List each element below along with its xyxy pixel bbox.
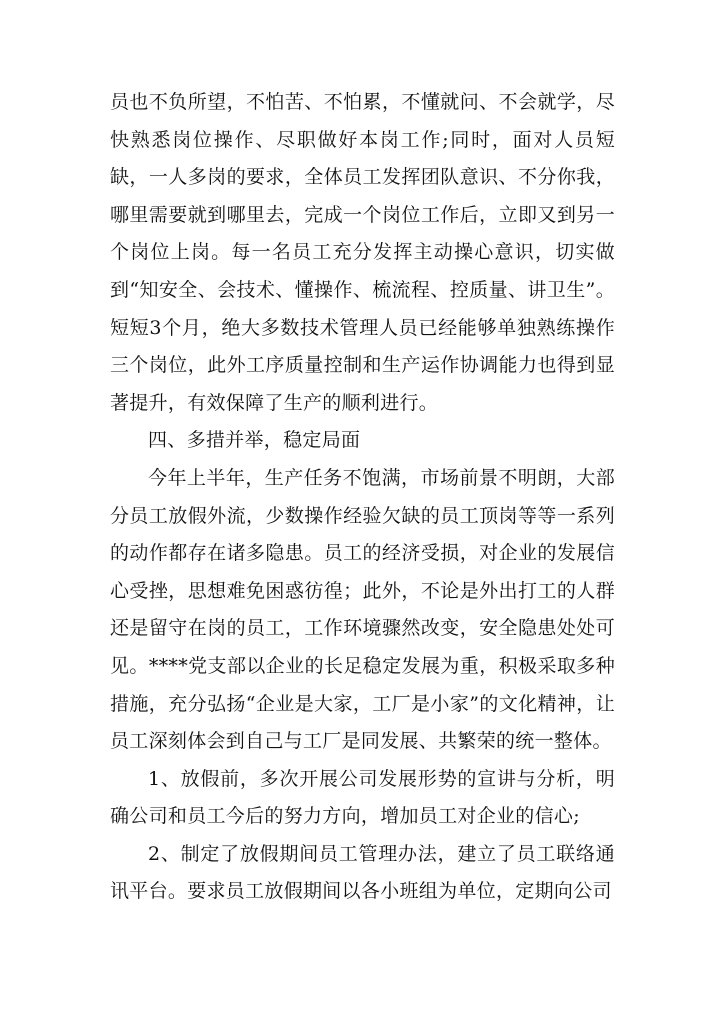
list-item-1: 1、放假前，多次开展公司发展形势的宣讲与分析，明确公司和员工今后的努力方向，增加员工对企业的信心; (110, 767, 615, 828)
paragraph-body: 今年上半年，生产任务不饱满，市场前景不明朗，大部分员工放假外流，少数操作经验欠缺的员工顶岗等等一系列的动作都存在诸多隐患。员工的经济受损，对企业的发展信心受挫，思想难免困惑彷徨；此外，不论是外出打工的人群还是留守在岗的员工，工作环境骤然改变，安全隐患处处可见。****党支部以企业的长足稳定发展为重，积极采取多种措施，充分弘扬“企业是大家，工厂是小家”的文化精神，让员工深刻体会到自己与工厂是同发展、共繁荣的统一整体。 (110, 466, 615, 753)
document-body (110, 84, 615, 911)
paragraph-continuation: 员也不负所望，不怕苦、不怕累，不懂就问、不会就学，尽快熟悉岗位操作、尽职做好本岗工作;同时，面对人员短缺，一人多岗的要求，全体员工发挥团队意识、不分你我，哪里需要就到哪里去，完成一个岗位工作后，立即又到另一个岗位上岗。每一名员工充分发挥主动操心意识，切实做到“知安全、会技术、懂操作、梳流程、控质量、讲卫生”。短短3个月，绝大多数技术管理人员已经能够单独熟练操作三个岗位，此外工序质量控制和生产运作协调能力也得到显著提升，有效保障了生产的顺利进行。 (110, 91, 615, 414)
list-item-2: 2、制定了放假期间员工管理办法，建立了员工联络通讯平台。要求员工放假期间以各小班组为单位，定期向公司 (110, 842, 615, 903)
section-heading: 四、多措并举，稳定局面 (148, 429, 361, 452)
